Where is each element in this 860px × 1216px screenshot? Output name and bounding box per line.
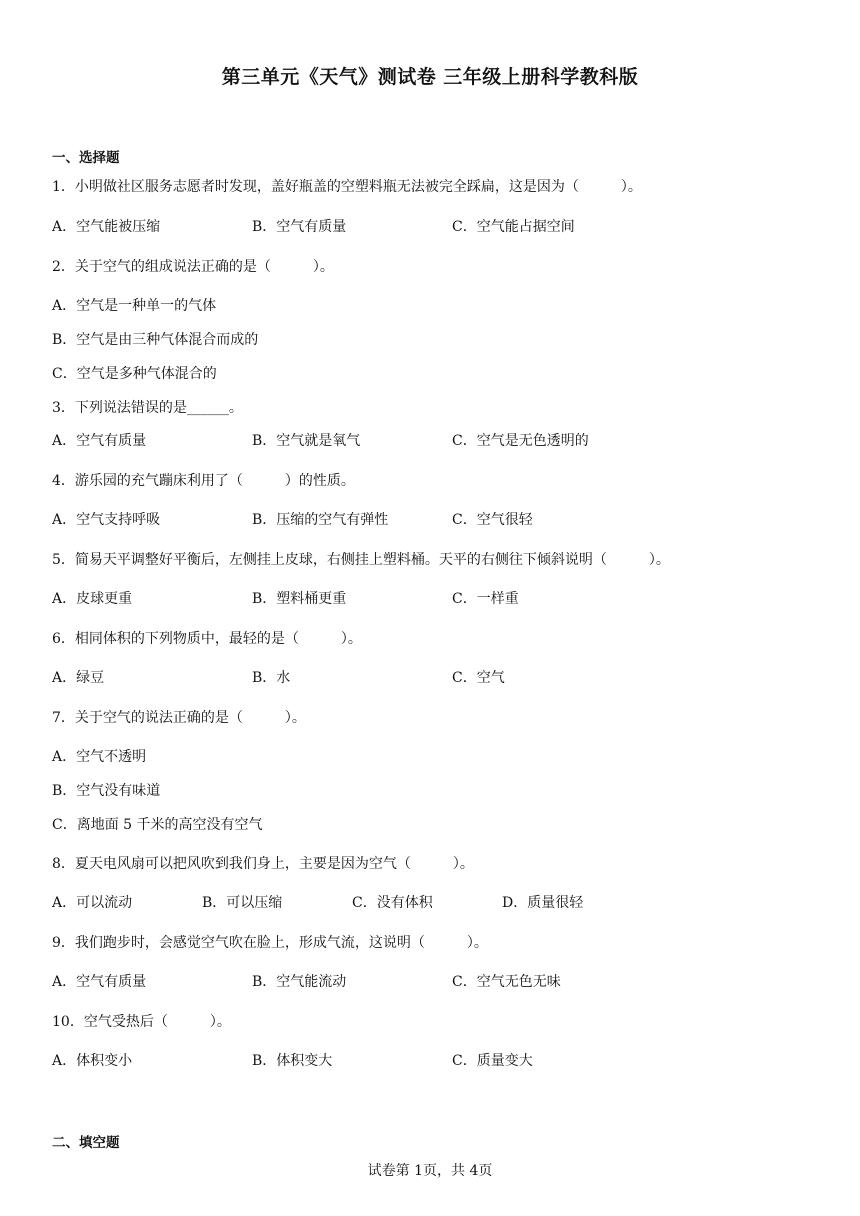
option-c: C．离地面 5 千米的高空没有空气 [52,817,263,833]
option-b: B．压缩的空气有弹性 [252,512,389,528]
question-7: 7．关于空气的说法正确的是（ ）。 [52,710,306,726]
page-footer: 试卷第 1页，共 4页 [367,1163,493,1179]
option-b: B．体积变大 [252,1053,333,1069]
option-a: A．绿豆 [52,670,105,686]
option-a: A．可以流动 [52,895,133,911]
option-d: D．质量很轻 [502,895,584,911]
option-b: B．塑料桶更重 [252,591,347,607]
option-b: B．空气有质量 [252,219,347,235]
option-c: C．空气是无色透明的 [452,433,589,449]
option-b: B．空气就是氧气 [252,433,361,449]
section-heading-choice: 一、选择题 [52,150,120,166]
option-a: A．空气有质量 [52,433,147,449]
option-c: C．空气能占据空间 [452,219,575,235]
option-c: C．空气是多种气体混合的 [52,366,217,382]
question-1: 1．小明做社区服务志愿者时发现，盖好瓶盖的空塑料瓶无法被完全踩扁，这是因为（ ）。 [52,179,642,195]
option-c: C．没有体积 [352,895,433,911]
option-c: C．空气很轻 [452,512,533,528]
question-8: 8．夏天电风扇可以把风吹到我们身上，主要是因为空气（ ）。 [52,856,474,872]
question-9: 9．我们跑步时，会感觉空气吹在脸上，形成气流，这说明（ ）。 [52,935,488,951]
option-c: C．质量变大 [452,1053,533,1069]
question-4: 4．游乐园的充气蹦床利用了（ ）的性质。 [52,473,355,489]
question-5: 5．简易天平调整好平衡后，左侧挂上皮球，右侧挂上塑料桶。天平的右侧往下倾斜说明（ ）。 [52,552,670,568]
option-a: A．空气有质量 [52,974,147,990]
option-a: A．体积变小 [52,1053,133,1069]
option-b: B．空气是由三种气体混合而成的 [52,332,259,348]
option-b: B．空气能流动 [252,974,347,990]
option-a: A．空气不透明 [52,749,147,765]
option-b: B．水 [252,670,291,686]
option-b: B．可以压缩 [202,895,283,911]
option-b: B．空气没有味道 [52,783,161,799]
question-3: 3．下列说法错误的是______。 [52,400,243,416]
option-c: C．空气 [452,670,505,686]
option-a: A．空气是一种单一的气体 [52,298,217,314]
option-a: A．皮球更重 [52,591,133,607]
question-10: 10．空气受热后（ ）。 [52,1014,231,1030]
section-heading-fill-blank: 二、填空题 [52,1135,120,1151]
option-a: A．空气支持呼吸 [52,512,161,528]
option-c: C．空气无色无味 [452,974,561,990]
option-c: C．一样重 [452,591,519,607]
option-a: A．空气能被压缩 [52,219,161,235]
page-title: 第三单元《天气》测试卷 三年级上册科学教科版 [221,66,639,88]
question-2: 2．关于空气的组成说法正确的是（ ）。 [52,259,334,275]
question-6: 6．相同体积的下列物质中，最轻的是（ ）。 [52,631,362,647]
